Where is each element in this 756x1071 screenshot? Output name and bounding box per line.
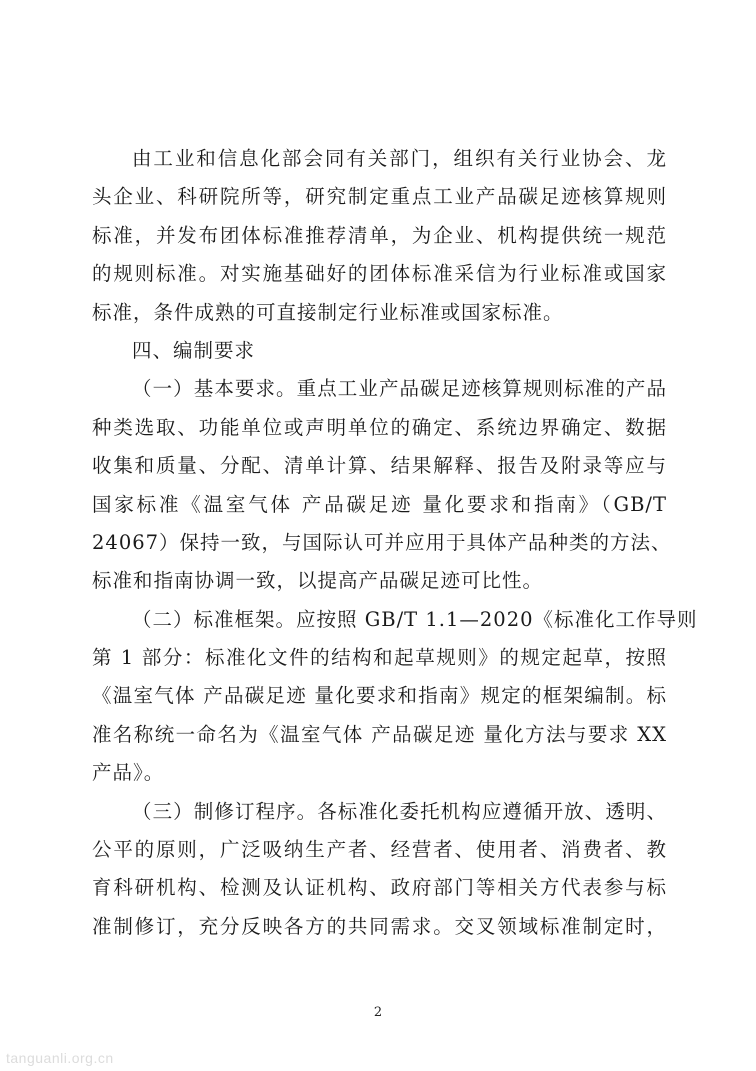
document-body (92, 140, 698, 946)
paragraph-line: 第 1 部分：标准化文件的结构和起草规则》的规定起草，按照 (92, 646, 667, 670)
paragraph-line: 收集和质量、分配、清单计算、结果解释、报告及附录等应与 (92, 454, 667, 478)
paragraph-line: 准名称统一命名为《温室气体 产品碳足迹 量化方法与要求 XX (92, 722, 667, 746)
paragraph-line: 公平的原则，广泛吸纳生产者、经营者、使用者、消费者、教 (92, 838, 667, 862)
paragraph-line: 准制修订，充分反映各方的共同需求。交叉领域标准制定时， (92, 914, 667, 938)
paragraph-line: （二）标准框架。应按照 GB/T 1.1—2020《标准化工作导则 (132, 607, 698, 631)
paragraph-line: 种类选取、功能单位或声明单位的确定、系统边界确定、数据 (92, 415, 667, 439)
paragraph-line: 育科研机构、检测及认证机构、政府部门等相关方代表参与标 (92, 876, 667, 900)
paragraph-line: 产品》。 (92, 761, 165, 785)
watermark: tanguanli.org.cn (6, 1050, 114, 1066)
paragraph-line: 标准，并发布团体标准推荐清单，为企业、机构提供统一规范 (92, 223, 667, 247)
section-heading: 四、编制要求 (132, 338, 256, 362)
paragraph-line: 标准，条件成熟的可直接制定行业标准或国家标准。 (92, 300, 564, 324)
paragraph-line: 24067）保持一致，与国际认可并应用于具体产品种类的方法、 (92, 530, 672, 554)
paragraph-line: 头企业、科研院所等，研究制定重点工业产品碳足迹核算规则 (92, 185, 667, 209)
page-number: 2 (373, 1005, 383, 1020)
paragraph-line: 《温室气体 产品碳足迹 量化要求和指南》规定的框架编制。标 (92, 684, 667, 708)
paragraph-line: （一）基本要求。重点工业产品碳足迹核算规则标准的产品 (132, 377, 667, 401)
paragraph-line: 国家标准《温室气体 产品碳足迹 量化要求和指南》（GB/T (92, 492, 667, 516)
paragraph-line: 标准和指南协调一致，以提高产品碳足迹可比性。 (92, 569, 544, 593)
paragraph-line: （三）制修订程序。各标准化委托机构应遵循开放、透明、 (132, 799, 667, 823)
paragraph-line: 的规则标准。对实施基础好的团体标准采信为行业标准或国家 (92, 262, 667, 286)
paragraph-line: 由工业和信息化部会同有关部门，组织有关行业协会、龙 (132, 147, 667, 170)
